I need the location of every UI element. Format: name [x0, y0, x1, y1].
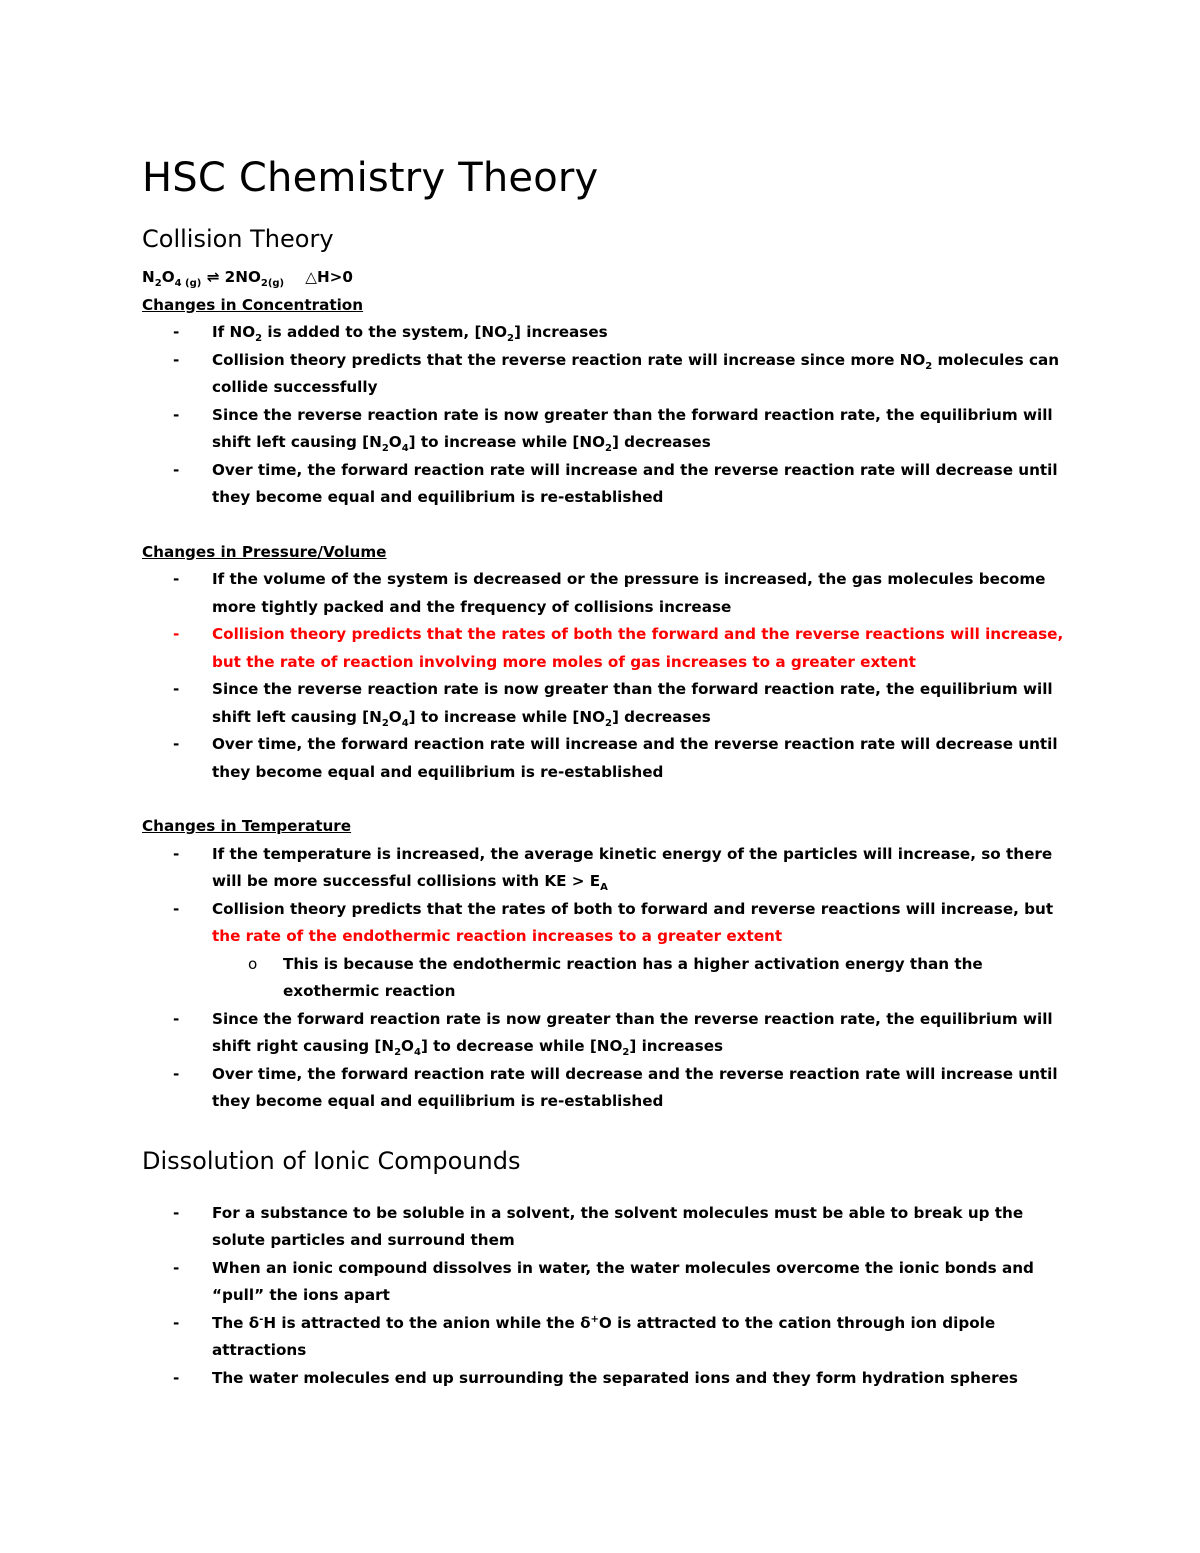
list-item-highlighted: - Collision theory predicts that the rates of both the forward and the reverse reactions will increase, but the rate of reaction involving more moles of gas increases to a greater extent: [142, 621, 1072, 676]
dissolution-list: [142, 1200, 1072, 1393]
concentration-list: [142, 319, 1072, 512]
section-heading-collision-theory: Collision Theory: [142, 225, 334, 253]
list-item: - When an ionic compound dissolves in water, the water molecules overcome the ionic bonds and “pull” the ions apart: [142, 1255, 1072, 1310]
list-item: - For a substance to be soluble in a solvent, the solvent molecules must be able to break up the solute particles and surround them: [142, 1200, 1072, 1255]
subheading-pressure-volume: Changes in Pressure/Volume: [142, 542, 387, 561]
list-item: - Over time, the forward reaction rate will increase and the reverse reaction rate will decrease until they become equal and equilibrium is re-established: [142, 731, 1072, 786]
list-item: - Collision theory predicts that the reverse reaction rate will increase since more $NO_2$ molecules can collide successfully: [142, 347, 1072, 402]
list-item: - If the volume of the system is decreased or the pressure is increased, the gas molecules become more tightly packed and the frequency of collisions increase: [142, 566, 1072, 621]
list-item: - The water molecules end up surrounding the separated ions and they form hydration spheres: [142, 1365, 1072, 1393]
list-item: - Over time, the forward reaction rate will increase and the reverse reaction rate will decrease until they become equal and equilibrium is re-established: [142, 457, 1072, 512]
document-content: [142, 150, 1072, 1392]
list-item: - Over time, the forward reaction rate will decrease and the reverse reaction rate will increase until they become equal and equilibrium is re-established: [142, 1061, 1072, 1116]
section-heading-dissolution: Dissolution of Ionic Compounds: [142, 1146, 521, 1175]
pressure-list: [142, 566, 1072, 786]
document-title: HSC Chemistry Theory: [142, 155, 599, 201]
list-item: - The δ-H is attracted to the anion while the δ+O is attracted to the cation through ion dipole attractions: [142, 1310, 1072, 1365]
equilibrium-equation: $N_2O_{4 (g)}$ ⇌ $2NO_{2(g)}$ △H>0: [142, 268, 353, 290]
list-item: - Collision theory predicts that the rates of both to forward and reverse reactions will increase, but the rate of the endothermic reaction increases to a greater extent o This is because the endothermic reaction has a higher activation energy than the exothermic reaction: [142, 896, 1072, 1006]
list-item: - Since the reverse reaction rate is now greater than the forward reaction rate, the equilibrium will shift left causing $[N_2O_4]$ to increase while $[NO_2]$ decreases: [142, 402, 1072, 457]
temperature-list: [142, 841, 1072, 1116]
list-item: - If $NO_2$ is added to the system, $[NO_2]$ increases: [142, 319, 1072, 347]
subheading-temperature: Changes in Temperature: [142, 817, 352, 835]
nested-list: [212, 951, 1072, 1006]
list-item: - Since the forward reaction rate is now greater than the reverse reaction rate, the equilibrium will shift right causing $[N_2O_4]$ to decrease while $[NO_2]$ increases: [142, 1006, 1072, 1061]
list-item: - If the temperature is increased, the average kinetic energy of the particles will increase, so there will be more successful collisions with KE > $E_A$: [142, 841, 1072, 896]
subheading-concentration: Changes in Concentration: [142, 295, 364, 314]
list-item: - Since the reverse reaction rate is now greater than the forward reaction rate, the equilibrium will shift left causing $[N_2O_4]$ to increase while $[NO_2]$ decreases: [142, 676, 1072, 731]
highlighted-text: the rate of the endothermic reaction increases to a greater extent: [212, 927, 783, 945]
nested-list-item: o This is because the endothermic reaction has a higher activation energy than the exothermic reaction: [212, 951, 1072, 1006]
